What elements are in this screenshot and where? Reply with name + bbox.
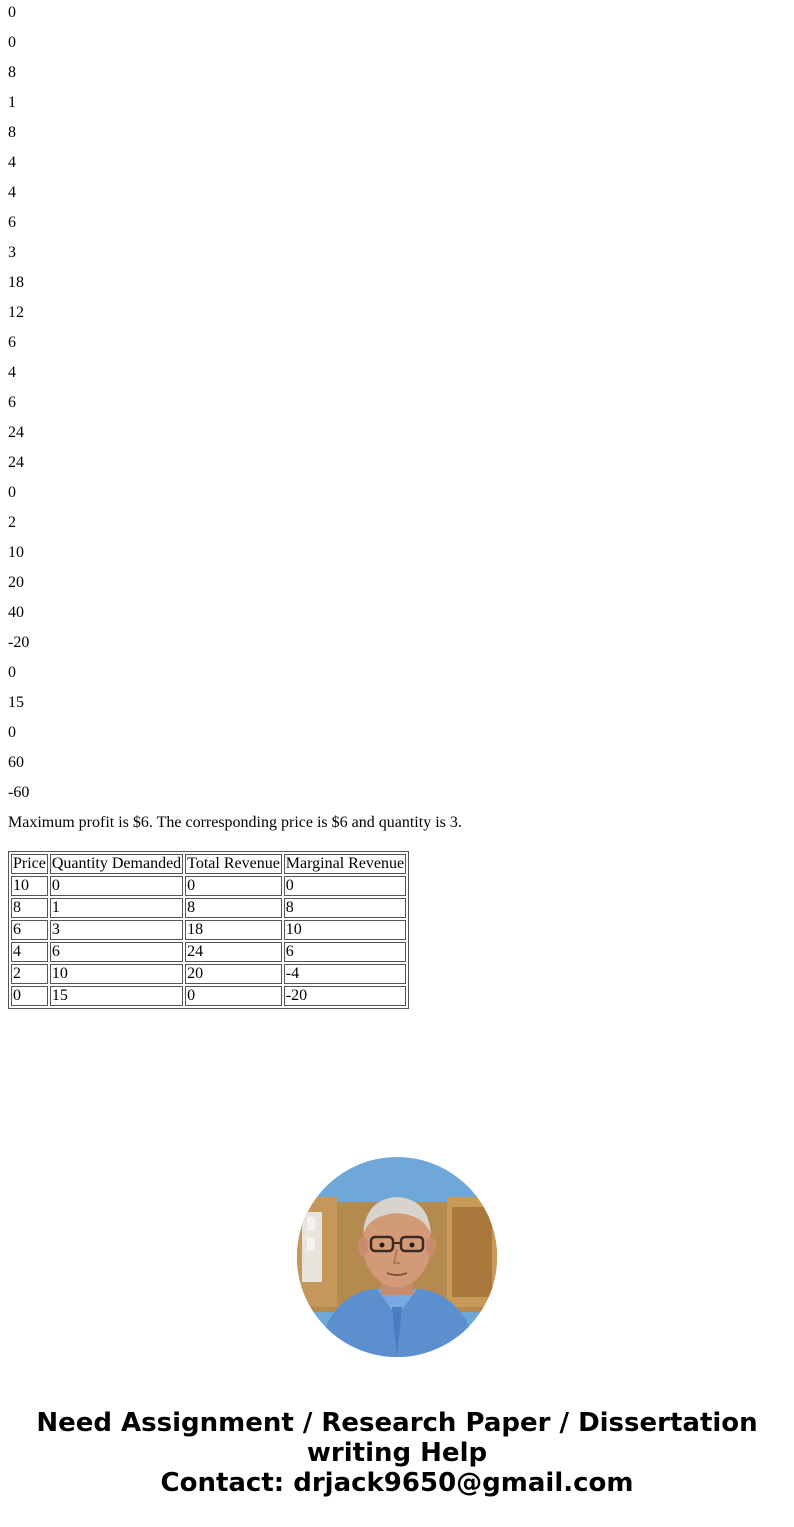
table-row xyxy=(11,876,406,896)
number-item: 24 xyxy=(8,454,24,471)
number-list xyxy=(8,4,786,802)
table-cell: 0 xyxy=(50,876,183,896)
number-item: 18 xyxy=(8,274,24,291)
number-item: 3 xyxy=(8,244,16,261)
summary-text: Maximum profit is $6. The corresponding price is $6 and quantity is 3. xyxy=(8,814,462,831)
number-item: 0 xyxy=(8,664,16,681)
contact-banner xyxy=(0,1408,794,1498)
number-item: 20 xyxy=(8,574,24,591)
table-cell: 18 xyxy=(185,920,282,940)
number-item: 8 xyxy=(8,124,16,141)
table-cell: 6 xyxy=(50,942,183,962)
number-item: 4 xyxy=(8,364,16,381)
table-cell: 6 xyxy=(284,942,406,962)
number-item: 0 xyxy=(8,724,16,741)
number-item: 0 xyxy=(8,484,16,501)
number-item: 10 xyxy=(8,544,24,561)
table-cell: 6 xyxy=(11,920,48,940)
number-item: 60 xyxy=(8,754,24,771)
table-cell: -20 xyxy=(284,986,406,1006)
banner-line-2: writing Help xyxy=(306,1438,488,1468)
document-body xyxy=(0,4,794,1009)
table-cell: 10 xyxy=(284,920,406,940)
number-item: 8 xyxy=(8,64,16,81)
table-header-cell: Price xyxy=(13,855,46,872)
banner-line-1: Need Assignment / Research Paper / Dissertation xyxy=(36,1408,758,1438)
revenue-table xyxy=(8,851,409,1009)
table-row xyxy=(11,986,406,1006)
table-cell: 4 xyxy=(11,942,48,962)
number-item: 15 xyxy=(8,694,24,711)
table-cell: -4 xyxy=(284,964,406,984)
table-cell: 8 xyxy=(284,898,406,918)
number-item: 0 xyxy=(8,4,16,21)
author-avatar xyxy=(297,1157,497,1357)
number-item: 2 xyxy=(8,514,16,531)
table-cell: 8 xyxy=(185,898,282,918)
number-item: 6 xyxy=(8,214,16,231)
number-item: 4 xyxy=(8,184,16,201)
number-item: 6 xyxy=(8,394,16,411)
table-row xyxy=(11,942,406,962)
number-item: 24 xyxy=(8,424,24,441)
table-cell: 0 xyxy=(185,986,282,1006)
number-item: -60 xyxy=(8,784,30,801)
table-cell: 0 xyxy=(284,876,406,896)
table-cell: 10 xyxy=(11,876,48,896)
table-row xyxy=(11,964,406,984)
table-cell: 0 xyxy=(11,986,48,1006)
number-item: 4 xyxy=(8,154,16,171)
author-portrait-image xyxy=(297,1157,497,1357)
contact-email[interactable]: Contact: drjack9650@gmail.com xyxy=(160,1468,634,1498)
number-item: 0 xyxy=(8,34,16,51)
table-cell: 20 xyxy=(185,964,282,984)
number-item: 40 xyxy=(8,604,24,621)
table-row xyxy=(11,920,406,940)
number-item: -20 xyxy=(8,634,30,651)
table-cell: 2 xyxy=(11,964,48,984)
table-cell: 0 xyxy=(185,876,282,896)
table-header-cell: Marginal Revenue xyxy=(285,855,405,872)
table-cell: 15 xyxy=(50,986,183,1006)
table-cell: 24 xyxy=(185,942,282,962)
table-cell: 8 xyxy=(11,898,48,918)
number-item: 6 xyxy=(8,334,16,351)
table-header-cell: Quantity Demanded xyxy=(51,855,182,872)
table-row xyxy=(11,898,406,918)
table-header-row xyxy=(11,854,406,874)
table-cell: 1 xyxy=(50,898,183,918)
table-cell: 3 xyxy=(50,920,183,940)
number-item: 1 xyxy=(8,94,16,111)
table-header-cell: Total Revenue xyxy=(187,855,280,872)
number-item: 12 xyxy=(8,304,24,321)
table-cell: 10 xyxy=(50,964,183,984)
